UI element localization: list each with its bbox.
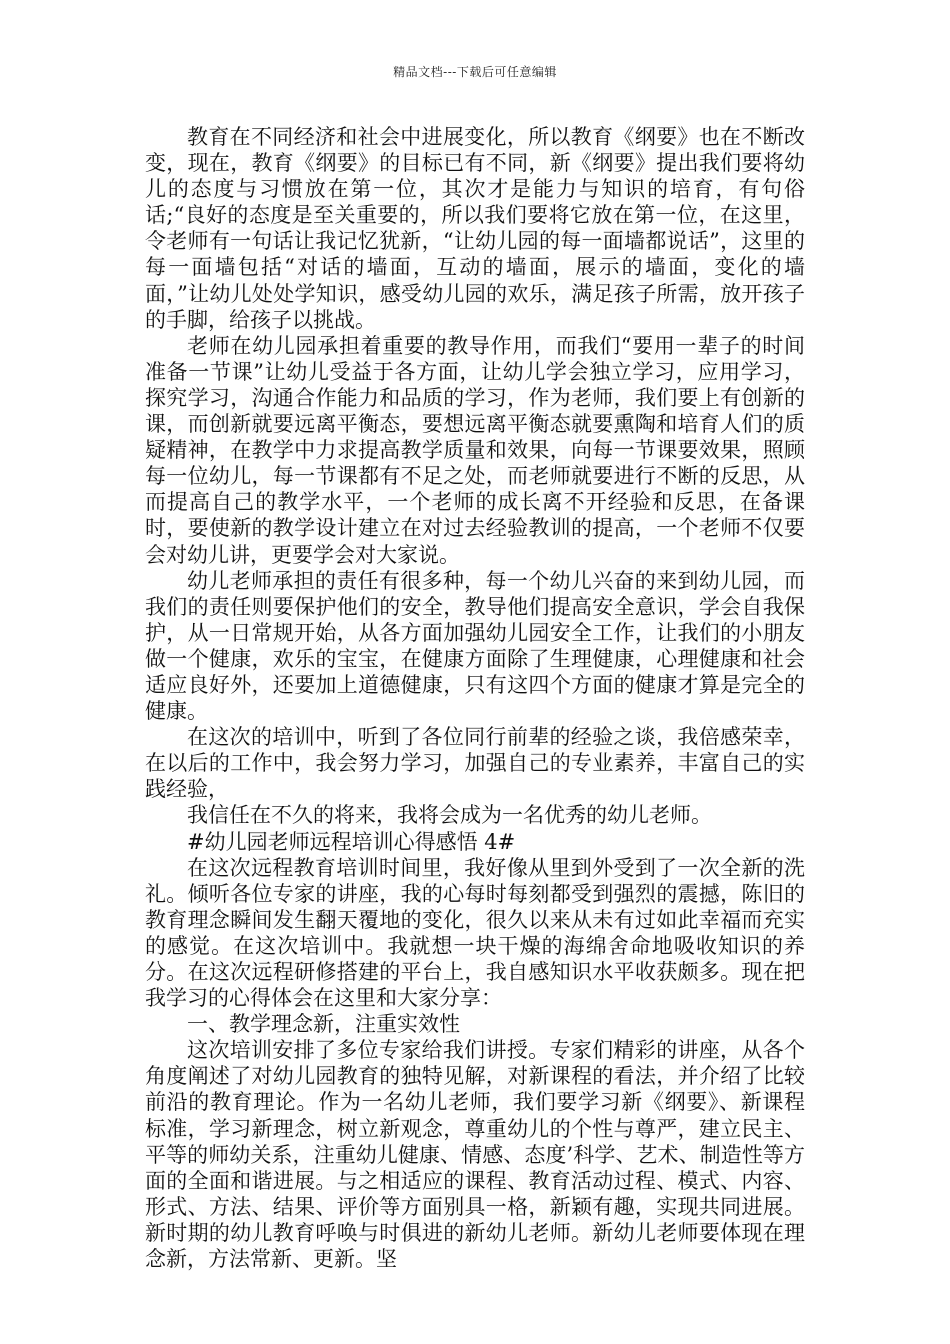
paragraph-training-reflection: 在这次的培训中，听到了各位同行前辈的经验之谈，我倍感荣幸，在以后的工作中，我会努力学习，加强自己的专业素养，丰富自己的实践经验，: [145, 725, 805, 802]
paragraph-expert-lectures: 这次培训安排了多位专家给我们讲授。专家们精彩的讲座，从各个角度阐述了对幼儿园教育的独特见解，对新课程的看法，并介绍了比较前沿的教育理论。作为一名幼儿老师，我们要学习新《纲要》、新课程标准，学习新理念，树立新观念，尊重幼儿的个性与尊严，建立民主、平等的师幼关系，注重幼儿健康、情感、态度’科学、艺术、制造性等方面的全面和谐进展。与之相适应的课程、教育活动过程、模式、内容、形式、方法、结果、评价等方面别具一格，新颖有趣，实现共同进展。新时期的幼儿教育呼唤与时俱进的新幼儿老师。新幼儿老师要体现在理念新，方法常新、更新。坚: [145, 1038, 805, 1272]
paragraph-teacher-role: 老师在幼儿园承担着重要的教导作用，而我们“要用一辈子的时间准备一节课”让幼儿受益于各方面，让幼儿学会独立学习，应用学习，探究学习，沟通合作能力和品质的学习，作为老师，我们要上有创新的课，而创新就要远离平衡态，要想远离平衡态就要熏陶和培育人们的质疑精神，在教学中力求提高教学质量和效果，向每一节课要效果，照顾每一位幼儿，每一节课都有不足之处，而老师就要进行不断的反思，从而提高自己的教学水平，一个老师的成长离不开经验和反思，在备课时，要使新的教学设计建立在对过去经验教训的提高，一个老师不仅要会对幼儿讲，更要学会对大家说。: [145, 333, 805, 567]
paragraph-belief: 我信任在不久的将来，我将会成为一名优秀的幼儿老师。: [187, 803, 712, 828]
paragraph-remote-training: 在这次远程教育培训时间里，我好像从里到外受到了一次全新的洗礼。倾听各位专家的讲座，我的心每时每刻都受到强烈的震撼，陈旧的教育理念瞬间发生翻天覆地的变化，很久以来从未有过如此幸福而充实的感觉。在这次培训中。我就想一块干燥的海绵舍命地吸收知识的养分。在这次远程研修搭建的平台上，我自感知识水平收获颇多。现在把我学习的心得体会在这里和大家分享：: [145, 855, 805, 1011]
document-body: [145, 124, 805, 1272]
paragraph-curriculum-guideline: 教育在不同经济和社会中进展变化，所以教育《纲要》也在不断改变，现在，教育《纲要》的目标已有不同，新《纲要》提出我们要将幼儿的态度与习惯放在第一位，其次才是能力与知识的培育，有句俗话;“良好的态度是至关重要的，所以我们要将它放在第一位，在这里，令老师有一句话让我记忆犹新，“让幼儿园的每一面墙都说话”，这里的每一面墙包括“对话的墙面，互动的墙面，展示的墙面，变化的墙面，”让幼儿处处学知识，感受幼儿园的欢乐，满足孩子所需，放开孩子的手脚，给孩子以挑战。: [145, 125, 805, 332]
paragraph-teacher-responsibility: 幼儿老师承担的责任有很多种，每一个幼儿兴奋的来到幼儿园，而我们的责任则要保护他们的安全，教导他们提高安全意识，学会自我保护，从一日常规开始，从各方面加强幼儿园安全工作，让我们的小朋友做一个健康，欢乐的宝宝，在健康方面除了生理健康，心理健康和社会适应良好外，还要加上道德健康，只有这四个方面的健康才算是完全的健康。: [145, 568, 805, 724]
subheading-teaching-concept: 一、教学理念新，注重实效性: [187, 1012, 460, 1037]
section-heading: #幼儿园老师远程培训心得感悟 4#: [187, 829, 516, 854]
page-header: 精品文档---下载后可任意编辑: [393, 65, 557, 79]
